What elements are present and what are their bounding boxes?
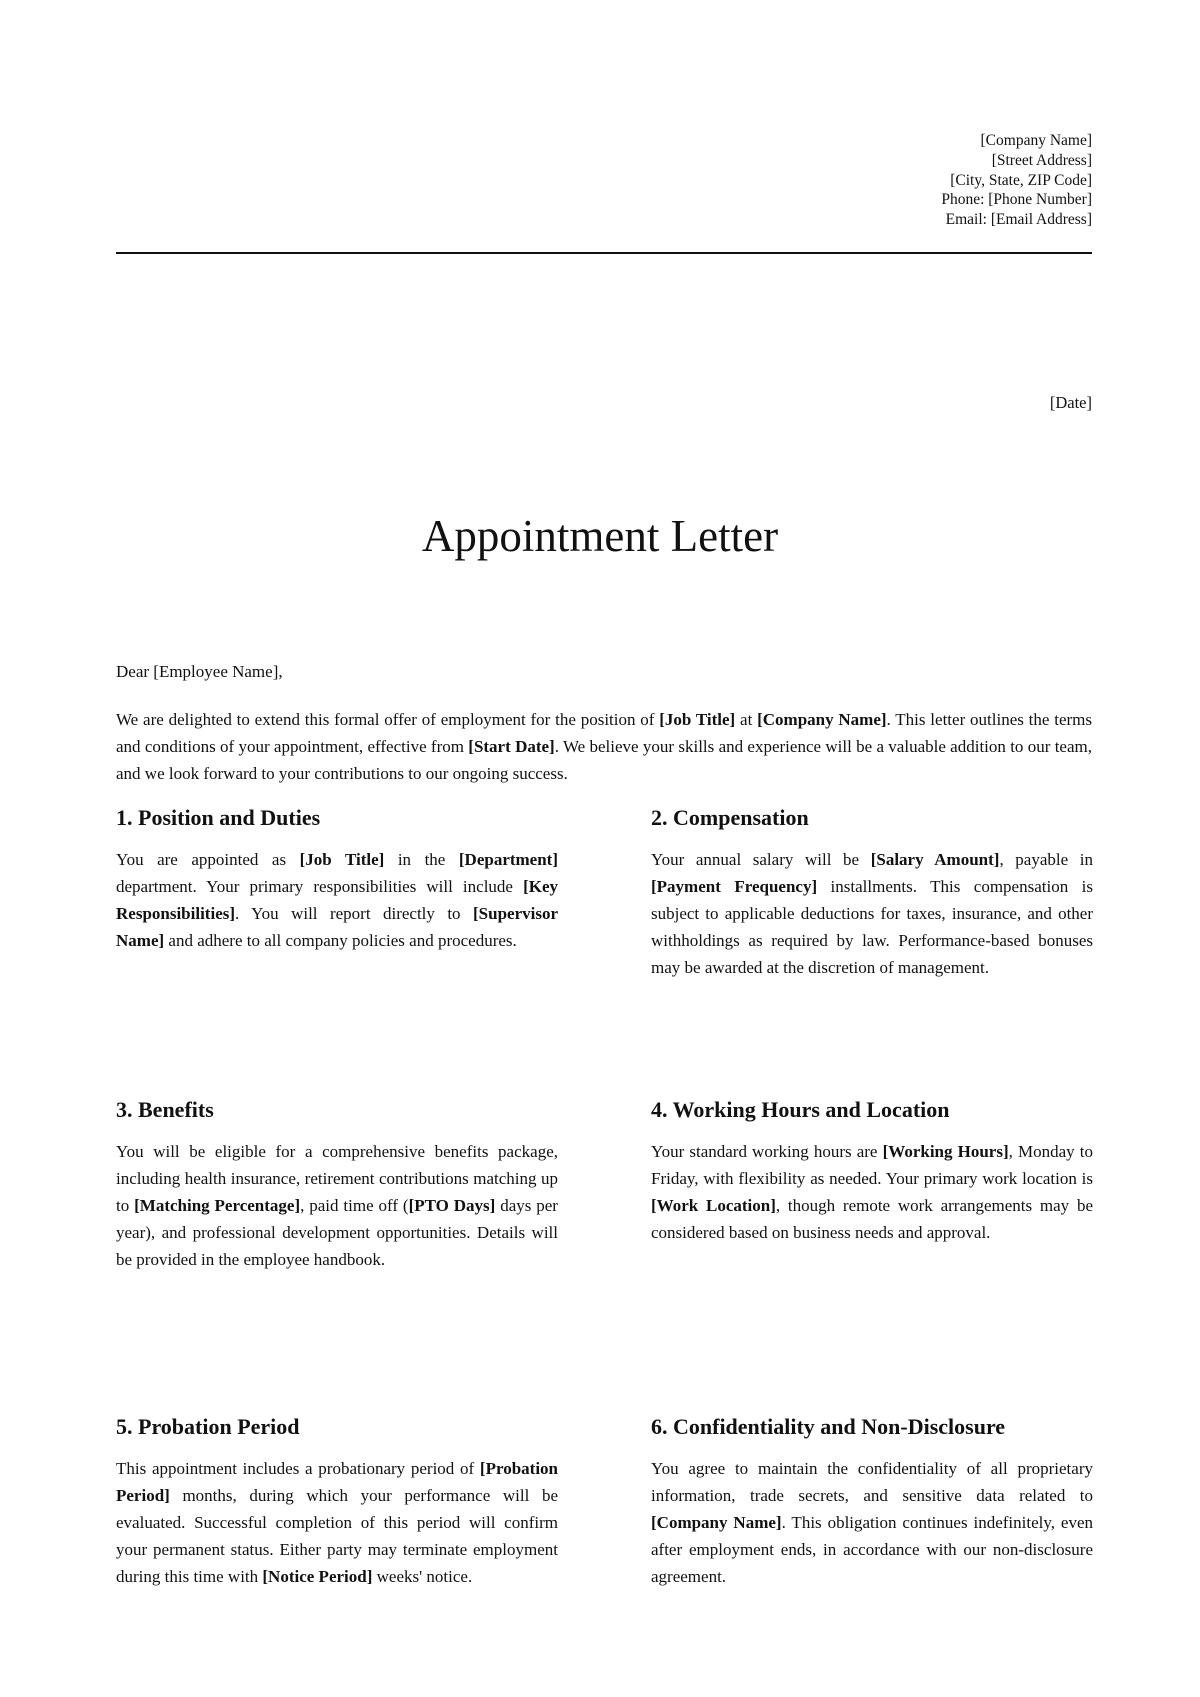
section-probation-period: [116, 1413, 558, 1590]
section-heading: 5. Probation Period: [116, 1414, 300, 1439]
header-divider: [116, 252, 1092, 254]
section-body: This appointment includes a probationary period of [Probation Period] months, during which your performance will be evaluated. Successful completion of this period will confirm your permanent status. Either party may terminate employment during this time with [Notice Period] weeks' notice.: [116, 1459, 558, 1586]
placeholder-field: [Salary Amount]: [870, 850, 1000, 869]
placeholder-field: [Start Date]: [468, 737, 555, 756]
placeholder-field: [Payment Frequency]: [651, 877, 818, 896]
placeholder-field: [Department]: [458, 850, 559, 869]
placeholder-field: [Notice Period]: [262, 1567, 373, 1586]
document-title: Appointment Letter: [421, 511, 779, 561]
section-confidentiality: [651, 1413, 1093, 1590]
salutation: Dear [Employee Name],: [116, 662, 283, 681]
placeholder-field: [Company Name]: [757, 710, 887, 729]
placeholder-field: [Key Responsibilities]: [116, 877, 558, 923]
city-state-zip: [City, State, ZIP Code]: [950, 171, 1092, 189]
placeholder-field: [Company Name]: [651, 1513, 782, 1532]
section-compensation: [651, 804, 1093, 981]
section-working-hours-location: [651, 1096, 1093, 1246]
placeholder-field: [Matching Percentage]: [134, 1196, 301, 1215]
section-body: You agree to maintain the confidentiality of all proprietary information, trade secrets, and sensitive data related to [Company Name]. This obligation continues indefinitely, even after employment ends, in accordance with our non-disclosure agreement.: [651, 1459, 1093, 1586]
company-letterhead: [941, 131, 1092, 230]
placeholder-field: [Probation Period]: [116, 1459, 558, 1505]
section-body: Your standard working hours are [Working Hours], Monday to Friday, with flexibility as needed. Your primary work location is [Work Location], though remote work arrangements may be considered based on business needs and approval.: [651, 1142, 1094, 1242]
section-position-duties: [116, 804, 558, 954]
placeholder-field: [Job Title]: [659, 710, 736, 729]
phone-line: Phone: [Phone Number]: [941, 191, 1092, 209]
placeholder-field: [Work Location]: [651, 1196, 776, 1215]
street-address: [Street Address]: [991, 151, 1092, 169]
placeholder-field: [Working Hours]: [882, 1142, 1009, 1161]
section-body: Your annual salary will be [Salary Amount], payable in [Payment Frequency] installments. This compensation is subject to applicable deductions for taxes, insurance, and other withholdings as required by law. Performance-based bonuses may be awarded at the discretion of management.: [651, 850, 1093, 977]
placeholder-field: [PTO Days]: [408, 1196, 496, 1215]
email-line: Email: [Email Address]: [945, 211, 1092, 229]
section-body: You are appointed as [Job Title] in the [Department] department. Your primary responsibilities will include [Key Responsibilities]. You will report directly to [Supervisor Name] and adhere to all company policies and procedures.: [116, 850, 559, 950]
section-heading: 6. Confidentiality and Non-Disclosure: [651, 1414, 1006, 1439]
company-name: [Company Name]: [980, 132, 1092, 149]
section-benefits: [116, 1096, 558, 1273]
letter-date: [Date]: [1049, 393, 1092, 412]
section-body: You will be eligible for a comprehensive benefits package, including health insurance, retirement contributions matching up to [Matching Percentage], paid time off ([PTO Days] days per year), and professional development opportunities. Details will be provided in the employee handbook.: [116, 1142, 558, 1269]
section-heading: 4. Working Hours and Location: [651, 1097, 950, 1122]
section-heading: 2. Compensation: [651, 805, 809, 830]
placeholder-field: [Job Title]: [299, 850, 385, 869]
section-heading: 1. Position and Duties: [116, 805, 321, 830]
placeholder-field: [Supervisor Name]: [116, 904, 558, 950]
intro-paragraph: We are delighted to extend this formal offer of employment for the position of [Job Title] at [Company Name]. This letter outlines the terms and conditions of your appointment, effective from [Start Date]. We believe your skills and experience will be a valuable addition to our team, and we look forward to your contributions to our ongoing success.: [116, 710, 1092, 783]
section-heading: 3. Benefits: [116, 1097, 214, 1122]
